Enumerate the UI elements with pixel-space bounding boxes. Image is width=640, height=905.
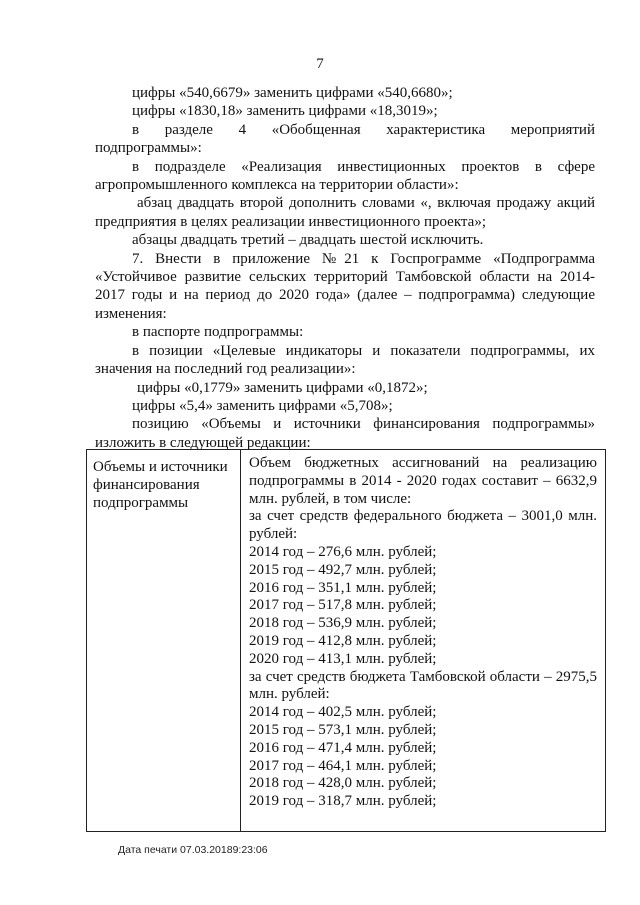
paragraph: в позиции «Целевые индикаторы и показатели подпрограммы, их значения на последний год реализации»: bbox=[95, 342, 595, 378]
financing-table bbox=[86, 449, 606, 832]
paragraph: в паспорте подпрограммы: bbox=[132, 324, 304, 341]
financing-line: 2017 год – 464,1 млн. рублей; bbox=[249, 757, 437, 774]
paragraph: цифры «1830,18» заменить цифрами «18,3019»; bbox=[132, 103, 438, 120]
financing-line: 2014 год – 276,6 млн. рублей; bbox=[249, 543, 437, 560]
financing-line: за счет средств федерального бюджета – 3001,0 млн. рублей: bbox=[249, 508, 597, 543]
paragraph: цифры «5,4» заменить цифрами «5,708»; bbox=[132, 397, 393, 414]
paragraph: 7. Внести в приложение №21 к Госпрограмме «Подпрограмма «Устойчивое развитие сельских территорий Тамбовской области на 2014-2017 годы и на период до 2020 года» (далее – подпрограмма) следующие изменения: bbox=[95, 250, 595, 322]
financing-line: 2017 год – 517,8 млн. рублей; bbox=[249, 597, 437, 614]
financing-table-value-cell bbox=[241, 450, 605, 831]
financing-line: за счет средств бюджета Тамбовской области – 2975,5 млн. рублей: bbox=[249, 668, 597, 703]
body-text bbox=[95, 84, 595, 452]
financing-line: 2014 год – 402,5 млн. рублей; bbox=[249, 704, 437, 721]
financing-line: 2020 год – 413,1 млн. рублей; bbox=[249, 650, 437, 667]
financing-line: 2016 год – 471,4 млн. рублей; bbox=[249, 739, 437, 756]
paragraph: абзац двадцать второй дополнить словами «, включая продажу акций предприятия в целях реализации инвестиционного проекта»; bbox=[95, 195, 595, 230]
paragraph: цифры «540,6679» заменить цифрами «540,6680»; bbox=[132, 85, 453, 101]
paragraph: в подразделе «Реализация инвестиционных проектов в сфере агропромышленного комплекса на территории области»: bbox=[95, 158, 595, 194]
page-number: 7 bbox=[316, 56, 324, 72]
paragraph: цифры «0,1779» заменить цифрами «0,1872»; bbox=[137, 379, 428, 396]
financing-line: 2015 год – 573,1 млн. рублей; bbox=[249, 721, 437, 738]
financing-table-label-cell: Объемы и источники финансирования подпрограммы bbox=[87, 450, 241, 831]
financing-line: Объем бюджетных ассигнований на реализацию подпрограммы в 2014 - 2020 годах составит – 6632,9 млн. рублей, в том числе: bbox=[249, 455, 597, 507]
financing-line: 2019 год – 412,8 млн. рублей; bbox=[249, 632, 437, 649]
paragraph: в разделе 4 «Обобщенная характеристика мероприятий подпрограммы»: bbox=[95, 121, 595, 157]
print-date-footer: Дата печати 07.03.20189:23:06 bbox=[118, 844, 268, 856]
financing-line: 2016 год – 351,1 млн. рублей; bbox=[249, 579, 437, 596]
paragraph: абзацы двадцать третий – двадцать шестой исключить. bbox=[132, 232, 484, 249]
financing-line: 2015 год – 492,7 млн. рублей; bbox=[249, 561, 437, 578]
financing-line: 2018 год – 428,0 млн. рублей; bbox=[249, 775, 437, 792]
paragraph: позицию «Объемы и источники финансирования подпрограммы» изложить в следующей редакции: bbox=[95, 416, 595, 451]
financing-line: 2018 год – 536,9 млн. рублей; bbox=[249, 615, 437, 632]
financing-line: 2019 год – 318,7 млн. рублей; bbox=[249, 793, 437, 810]
